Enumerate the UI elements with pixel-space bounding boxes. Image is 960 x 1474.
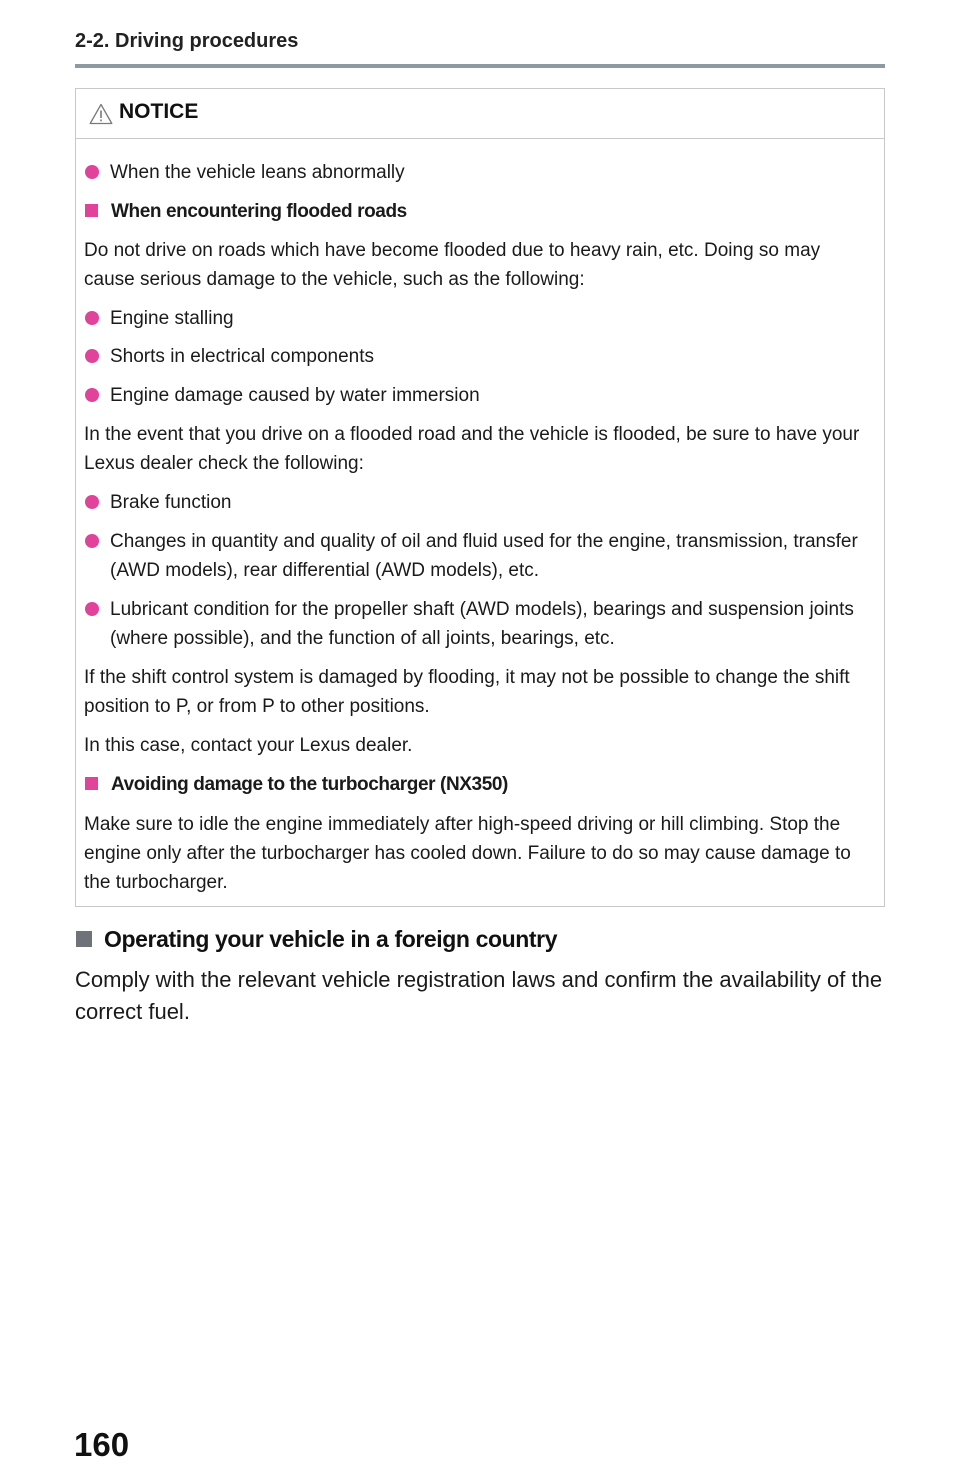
bullet-icon <box>85 349 99 363</box>
list-item: Changes in quantity and quality of oil and fluid used for the engine, transmission, transfer (AWD models), rear differential (AWD models), etc. <box>84 527 874 585</box>
section-heading: Operating your vehicle in a foreign country <box>75 922 885 956</box>
bullet-icon <box>85 534 99 548</box>
bullet-icon <box>85 602 99 616</box>
check-intro: In the event that you drive on a flooded road and the vehicle is flooded, be sure to have your Lexus dealer check the following: <box>84 424 860 474</box>
square-bullet-icon <box>85 777 98 790</box>
section-title: 2-2. Driving procedures <box>75 30 299 52</box>
section-header <box>75 28 885 68</box>
notice-header <box>76 89 884 139</box>
shift-note: If the shift control system is damaged by flooding, it may not be possible to change the shift position to P, or from P to other positions. <box>84 667 850 717</box>
bullet-icon <box>85 388 99 402</box>
warning-triangle-icon <box>89 103 113 125</box>
subheading-flooded-roads: When encountering flooded roads <box>84 197 874 226</box>
list-item: Brake function <box>84 488 874 517</box>
foreign-country-text: Comply with the relevant vehicle registration laws and confirm the availability of the correct fuel. <box>75 967 883 1024</box>
list-item: Engine stalling <box>84 304 874 333</box>
subheading-turbocharger: Avoiding damage to the turbocharger (NX350) <box>84 770 874 799</box>
bullet-icon <box>85 311 99 325</box>
square-bullet-icon <box>76 931 92 947</box>
turbo-text: Make sure to idle the engine immediately after high-speed driving or hill climbing. Stop the engine only after the turbocharger has cooled down. Failure to do so may cause damage to the turbocharger. <box>84 814 851 893</box>
contact-note: In this case, contact your Lexus dealer. <box>84 735 413 756</box>
notice-body <box>84 158 874 897</box>
bullet-icon <box>85 165 99 179</box>
bullet-icon <box>85 495 99 509</box>
flooded-intro: Do not drive on roads which have become flooded due to heavy rain, etc. Doing so may cause serious damage to the vehicle, such as the following: <box>84 240 821 290</box>
page-number: 160 <box>74 1426 130 1463</box>
list-item: Engine damage caused by water immersion <box>84 381 874 410</box>
notice-title: NOTICE <box>119 100 199 123</box>
list-item: When the vehicle leans abnormally <box>84 158 874 187</box>
list-item: Shorts in electrical components <box>84 342 874 371</box>
list-item: Lubricant condition for the propeller shaft (AWD models), bearings and suspension joints (where possible), and the function of all joints, bearings, etc. <box>84 595 874 653</box>
notice-box <box>75 88 885 907</box>
square-bullet-icon <box>85 204 98 217</box>
foreign-country-section <box>75 922 885 1028</box>
